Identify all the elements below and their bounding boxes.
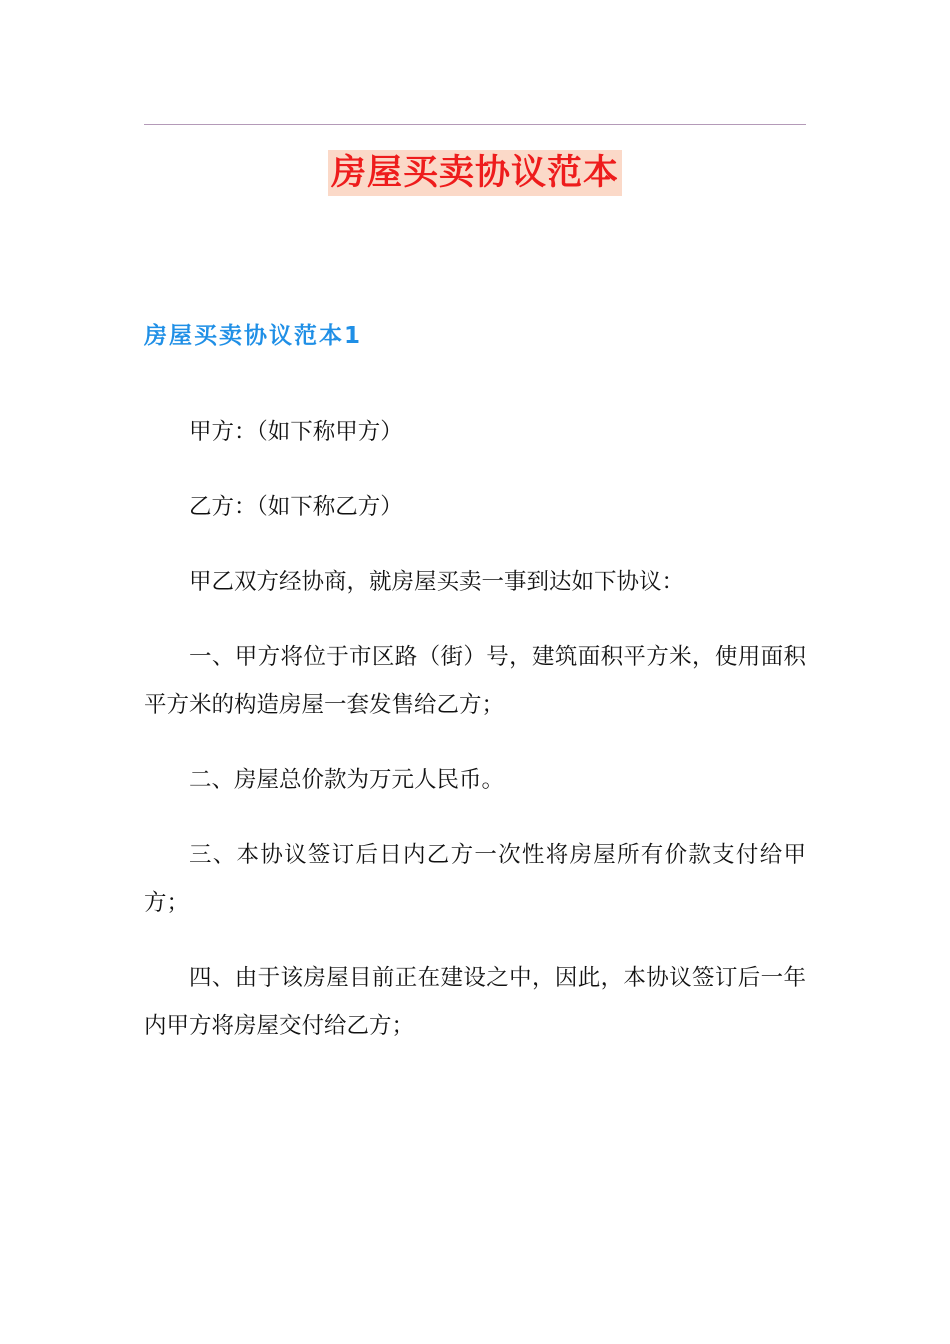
section-heading: 房屋买卖协议范本1 [144,323,363,349]
paragraph-party-b: 乙方：（如下称乙方） [189,494,403,520]
paragraph-clause-2: 二、房屋总价款为万元人民币。 [189,767,505,793]
header-rule [144,124,806,125]
paragraph-party-a: 甲方：（如下称甲方） [189,419,403,445]
document-title: 房屋买卖协议范本 [328,150,622,196]
title-container [0,150,950,196]
paragraph-agreement-intro: 甲乙双方经协商，就房屋买卖一事到达如下协议： [189,569,685,595]
paragraph-clause-1: 一、甲方将位于市区路（街）号，建筑面积平方米，使用面积平方米的构造房屋一套发售给乙方； [144,644,806,718]
paragraph-clause-3: 三、本协议签订后日内乙方一次性将房屋所有价款支付给甲方； [144,842,806,916]
paragraph-clause-4: 四、由于该房屋目前正在建设之中，因此，本协议签订后一年内甲方将房屋交付给乙方； [144,965,806,1039]
document-body [144,408,806,1077]
